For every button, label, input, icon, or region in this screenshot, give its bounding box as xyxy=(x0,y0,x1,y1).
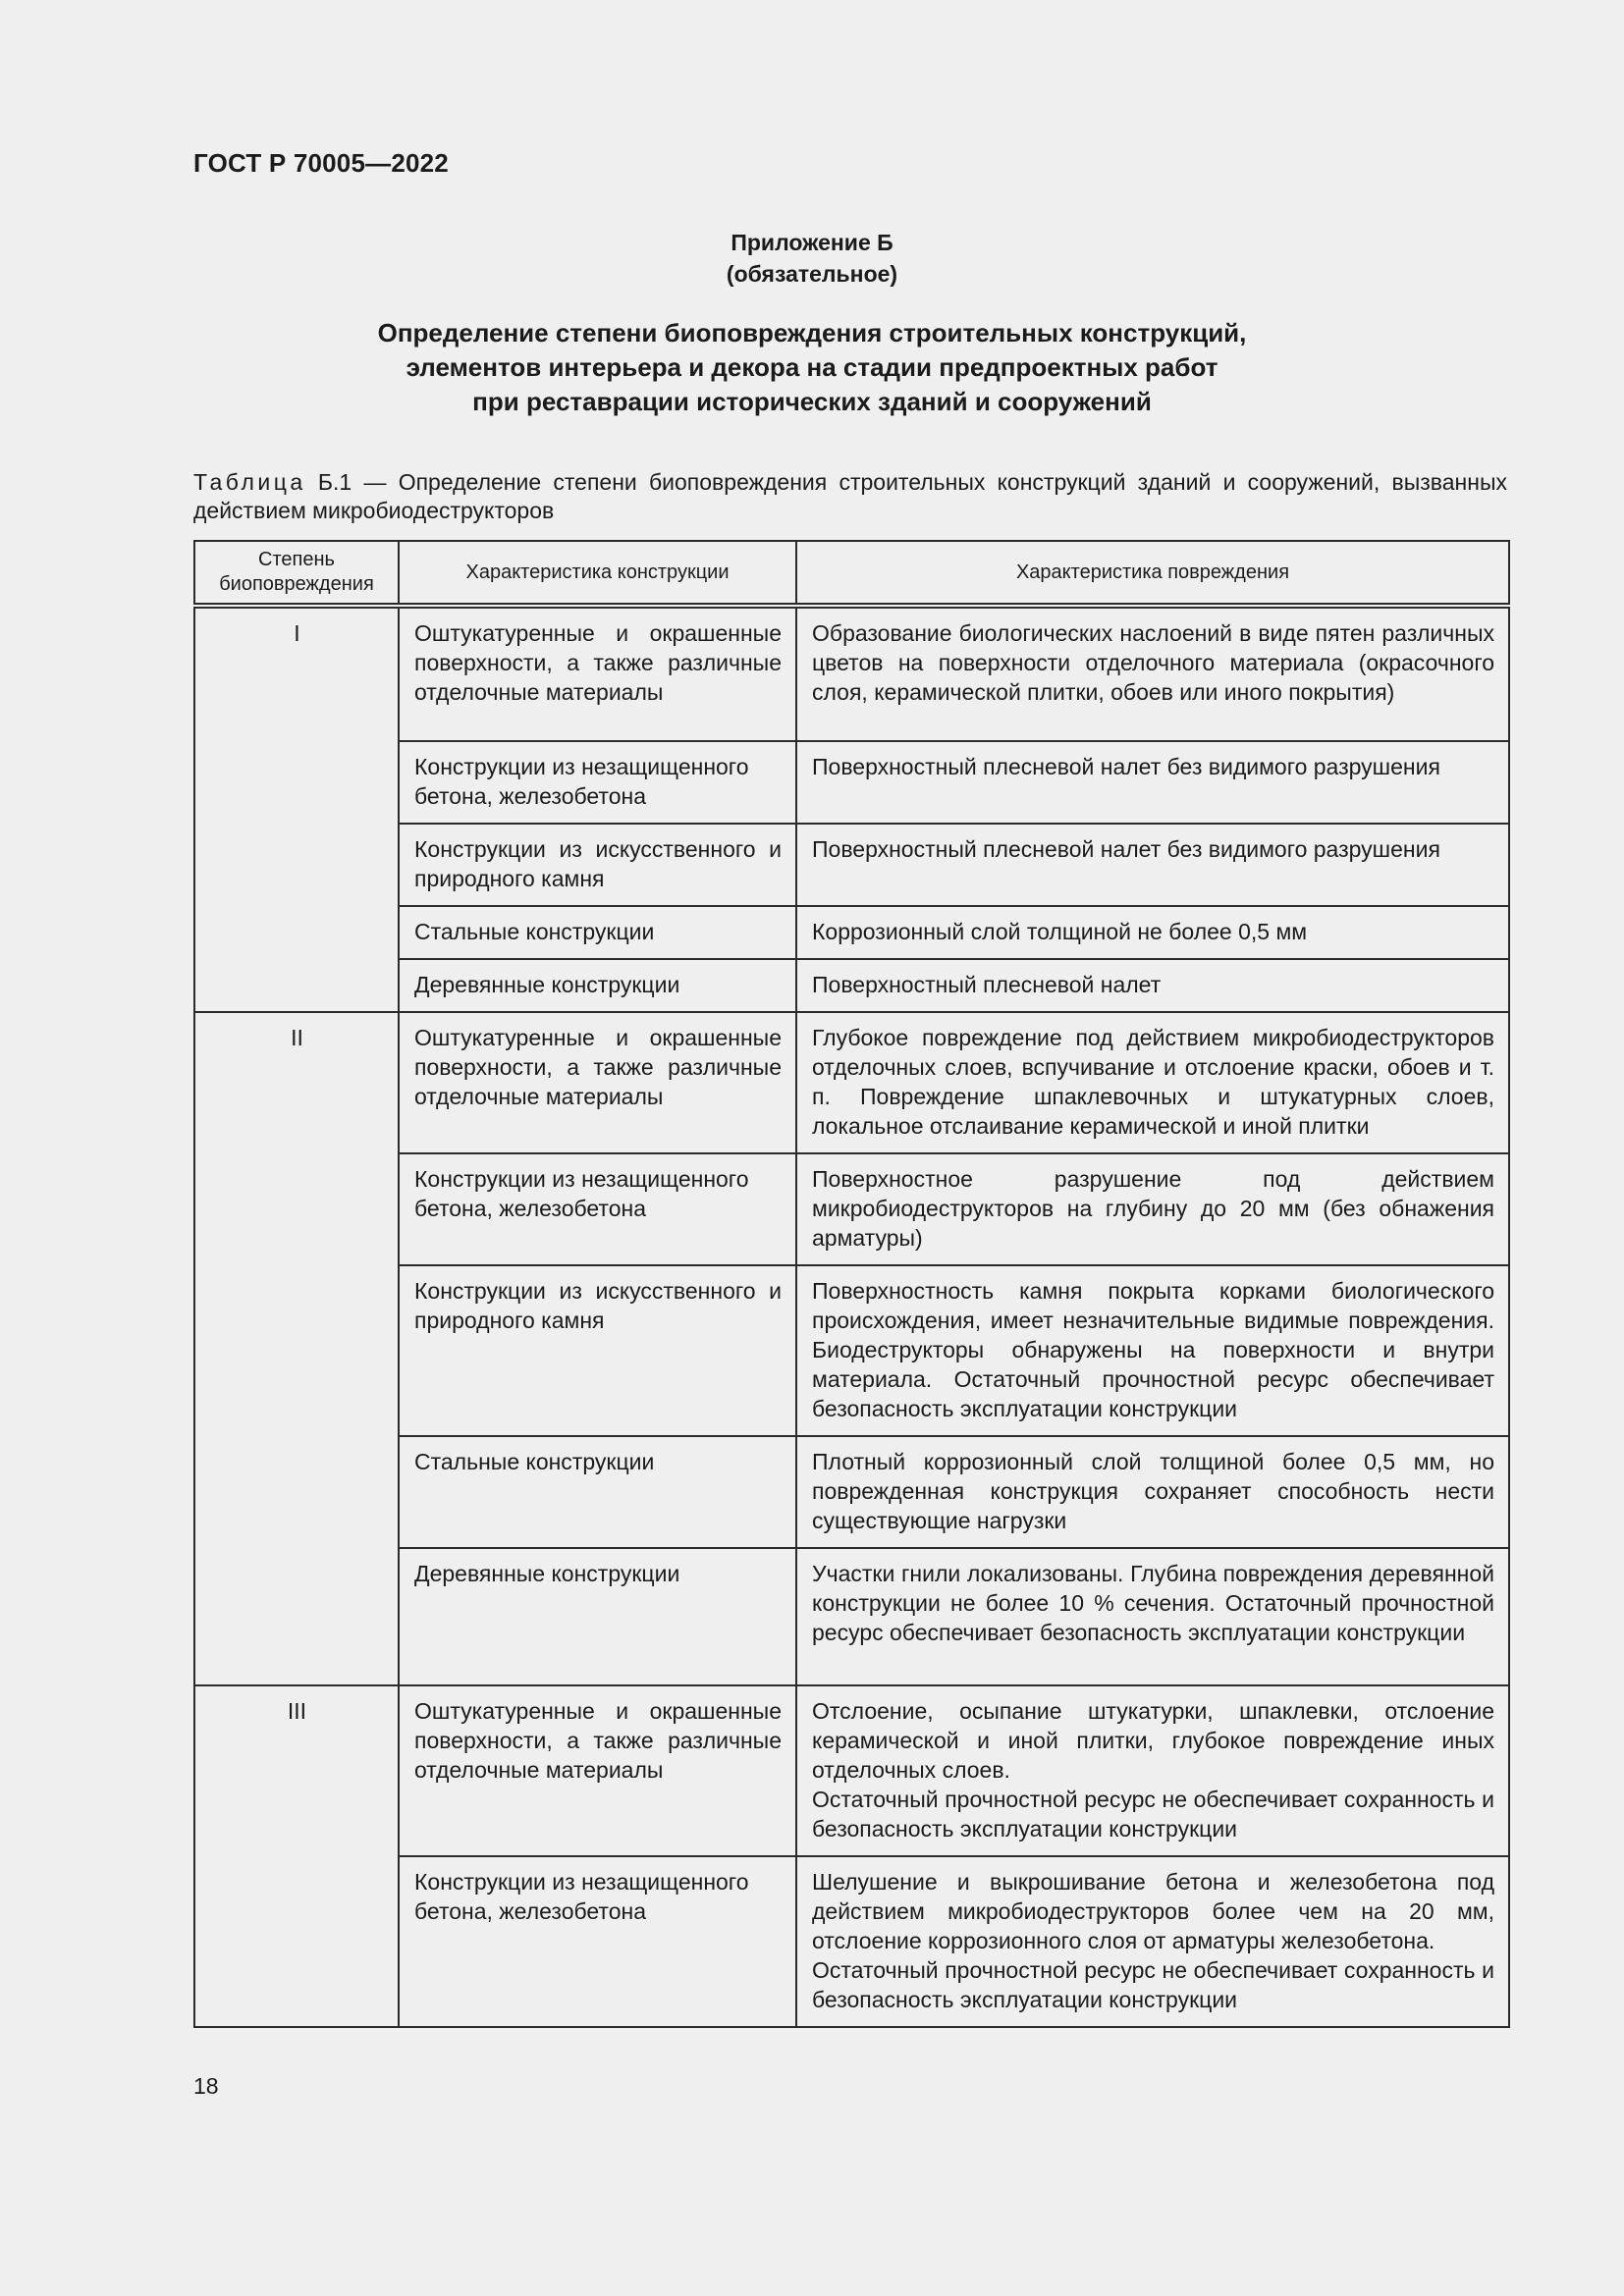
damage-cell: Коррозионный слой толщиной не более 0,5 мм xyxy=(796,906,1509,959)
construction-cell: Стальные конструкции xyxy=(399,906,796,959)
damage-cell: Поверхностность камня покрыта корками биологического происхождения, имеет незначительные видимые повреждения. Биодеструкторы обнаружены на поверхности и внутри материала. Остаточный прочностной ресурс обеспечивает безопасность эксплуатации конструкции xyxy=(796,1265,1509,1436)
construction-cell: Деревянные конструкции xyxy=(399,959,796,1012)
table-row xyxy=(194,1012,1509,1153)
construction-cell: Конструкции из незащищенного бетона, железобетона xyxy=(399,1153,796,1265)
damage-text: Остаточный прочностной ресурс не обеспечивает сохранность и безопасность эксплуатации конструкции xyxy=(812,1787,1494,1842)
document-header: ГОСТ Р 70005—2022 xyxy=(193,148,449,178)
construction-cell: Оштукатуренные и окрашенные поверхности, а также различные отделочные материалы xyxy=(399,1685,796,1856)
table-header-row xyxy=(194,541,1509,606)
construction-cell: Конструкции из незащищенного бетона, железобетона xyxy=(399,741,796,824)
table-caption-text: Б.1 — Определение степени биоповреждения строительных конструкций зданий и сооружений, вызванных действием микробиодеструкторов xyxy=(193,469,1507,523)
damage-cell xyxy=(796,1856,1509,2027)
table-row xyxy=(194,1685,1509,1856)
annex-heading xyxy=(0,227,1624,290)
degree-cell: I xyxy=(194,606,399,1012)
damage-text: Остаточный прочностной ресурс не обеспечивает сохранность и безопасность эксплуатации конструкции xyxy=(812,1957,1494,2012)
annex-title: Приложение Б xyxy=(731,230,893,255)
page-number: 18 xyxy=(193,2073,219,2099)
construction-cell: Конструкции из незащищенного бетона, железобетона xyxy=(399,1856,796,2027)
construction-cell: Оштукатуренные и окрашенные поверхности, а также различные отделочные материалы xyxy=(399,1012,796,1153)
damage-cell: Поверхностный плесневой налет без видимого разрушения xyxy=(796,741,1509,824)
section-title-line: Определение степени биоповреждения строительных конструкций, xyxy=(377,318,1247,347)
construction-cell: Стальные конструкции xyxy=(399,1436,796,1548)
construction-cell: Конструкции из искусственного и природного камня xyxy=(399,1265,796,1436)
table-row xyxy=(194,606,1509,741)
construction-cell: Конструкции из искусственного и природного камня xyxy=(399,824,796,906)
section-title-line: при реставрации исторических зданий и сооружений xyxy=(472,387,1152,416)
table-caption-label: Таблица xyxy=(193,469,306,495)
damage-cell: Глубокое повреждение под действием микробиодеструкторов отделочных слоев, вспучивание и отслоение краски, обоев и т. п. Повреждение шпаклевочных и штукатурных слоев, локальное отслаивание керамической и иной плитки xyxy=(796,1012,1509,1153)
section-title xyxy=(0,316,1624,419)
damage-cell: Плотный коррозионный слой толщиной более 0,5 мм, но поврежденная конструкция сохраняет способность нести существующие нагрузки xyxy=(796,1436,1509,1548)
damage-cell: Участки гнили локализованы. Глубина повреждения деревянной конструкции не более 10 % сечения. Остаточный прочностной ресурс обеспечивает безопасность эксплуатации конструкции xyxy=(796,1548,1509,1685)
damage-text: Шелушение и выкрошивание бетона и железобетона под действием микробиодеструкторов более чем на 20 мм, отслоение коррозионного слоя от арматуры железобетона. xyxy=(812,1869,1494,1953)
damage-text: Отслоение, осыпание штукатурки, шпаклевки, отслоение керамической и иной плитки, глубокое повреждение иных отделочных слоев. xyxy=(812,1698,1494,1783)
damage-cell: Поверхностный плесневой налет без видимого разрушения xyxy=(796,824,1509,906)
annex-status: (обязательное) xyxy=(726,261,898,287)
construction-cell: Оштукатуренные и окрашенные поверхности, а также различные отделочные материалы xyxy=(399,606,796,741)
header-degree: Степень биоповреждения xyxy=(194,541,399,606)
section-title-line: элементов интерьера и декора на стадии предпроектных работ xyxy=(406,352,1218,382)
construction-cell: Деревянные конструкции xyxy=(399,1548,796,1685)
table-caption xyxy=(193,468,1507,525)
header-construction: Характеристика конструкции xyxy=(399,541,796,606)
degree-cell: II xyxy=(194,1012,399,1685)
degree-cell: III xyxy=(194,1685,399,2027)
damage-cell: Поверхностный плесневой налет xyxy=(796,959,1509,1012)
damage-cell: Поверхностное разрушение под действием микробиодеструкторов на глубину до 20 мм (без обнажения арматуры) xyxy=(796,1153,1509,1265)
damage-cell: Образование биологических наслоений в виде пятен различных цветов на поверхности отделочного материала (окрасочного слоя, керамической плитки, обоев или иного покрытия) xyxy=(796,606,1509,741)
damage-cell xyxy=(796,1685,1509,1856)
header-damage: Характеристика повреждения xyxy=(796,541,1509,606)
biodamage-table xyxy=(193,540,1510,2028)
